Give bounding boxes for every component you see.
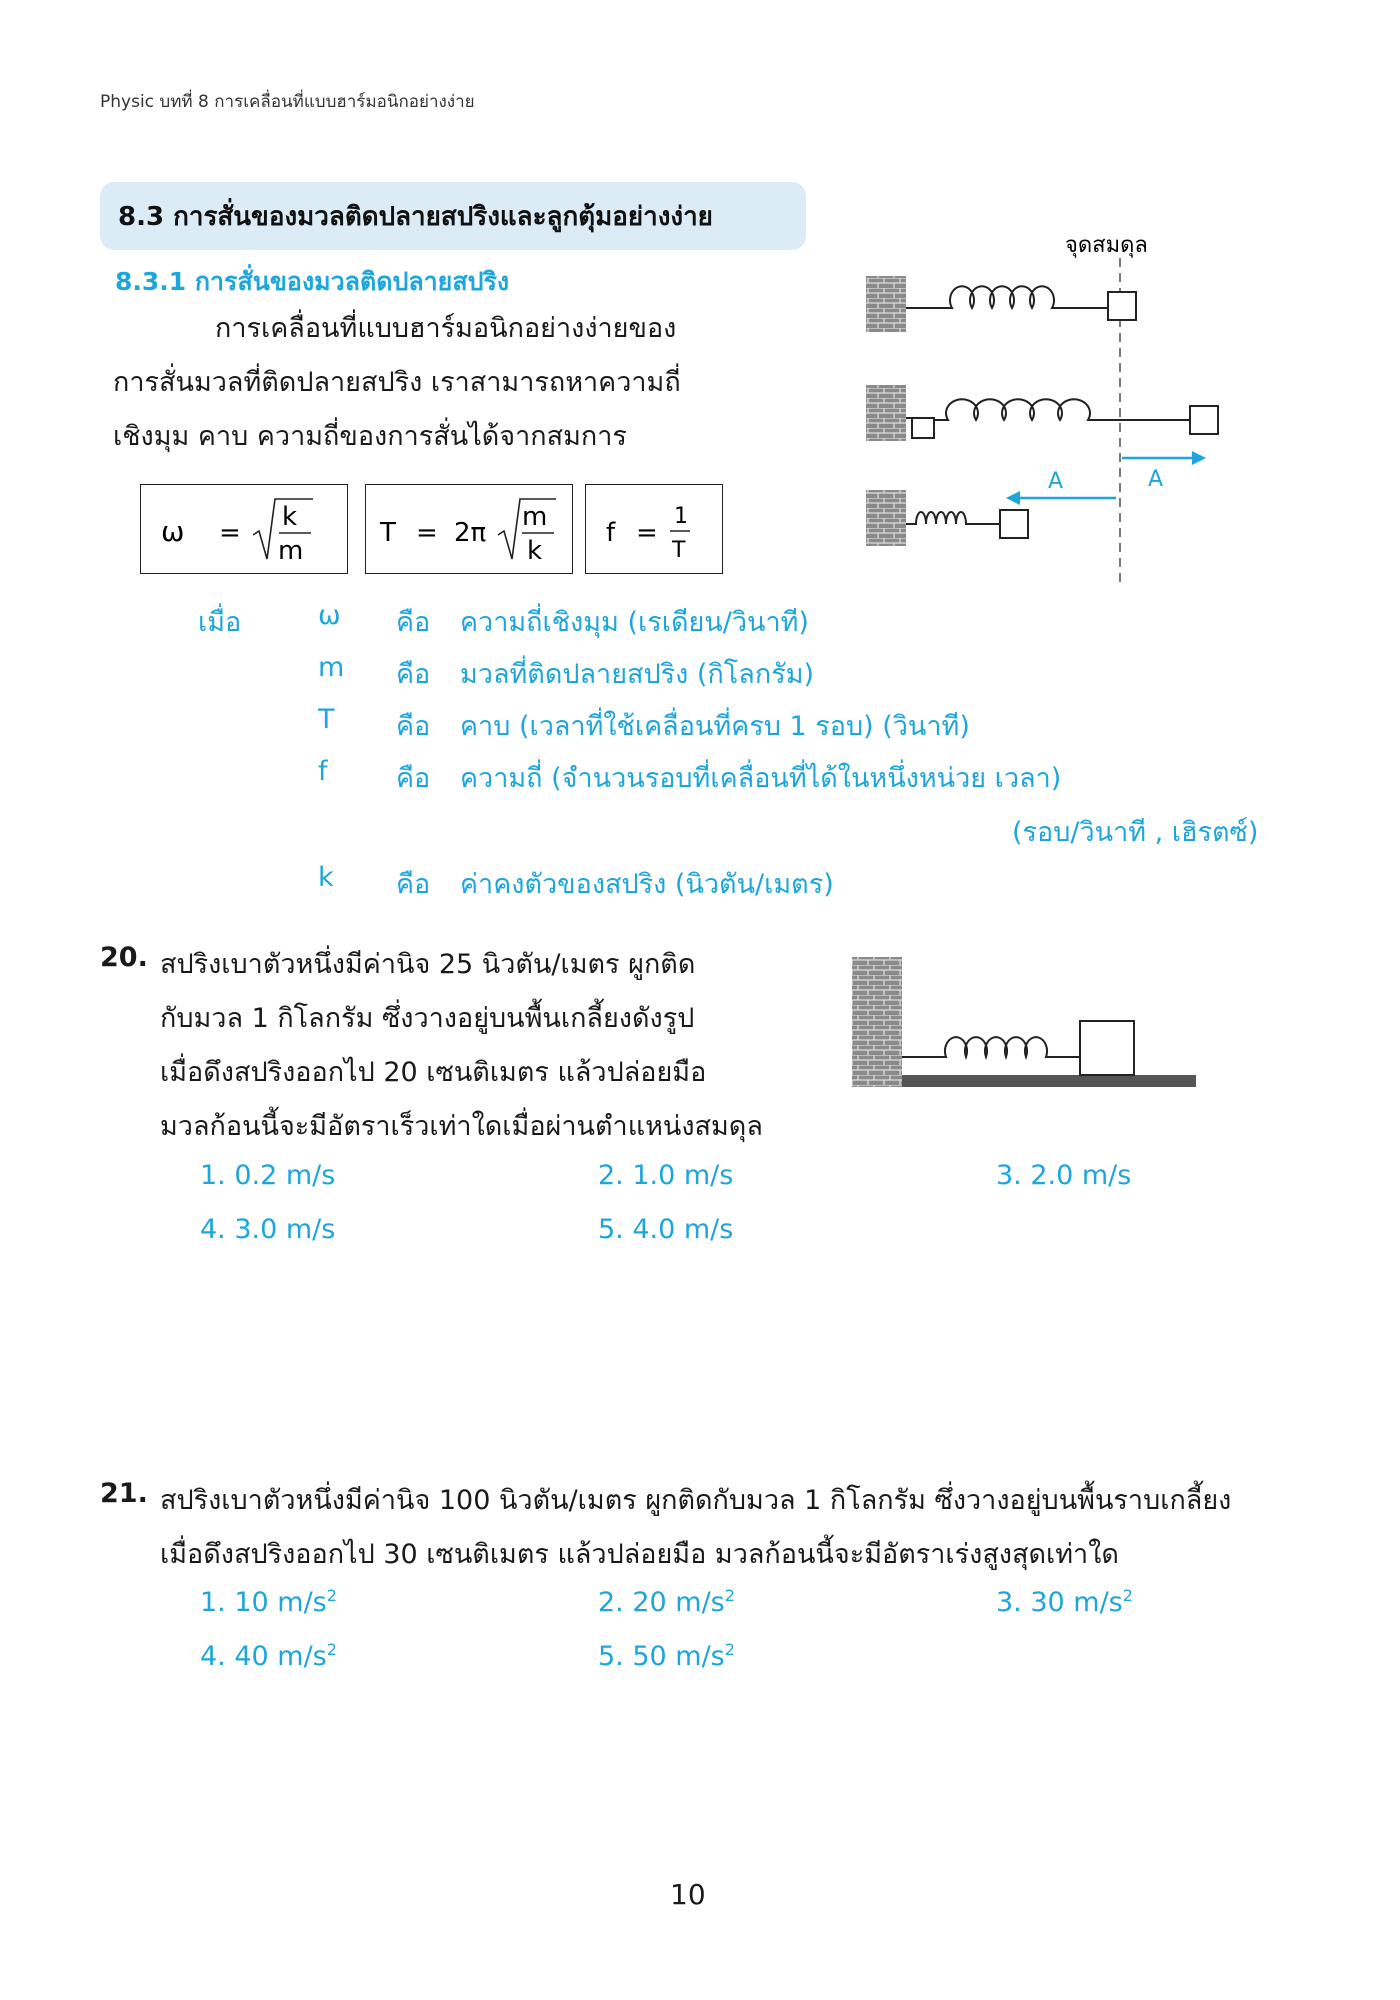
frequency-numerator: 1 <box>674 504 688 529</box>
q20-mass <box>1080 1021 1134 1075</box>
def-symbol-T: T <box>318 704 335 735</box>
def-f-units: (รอบ/วินาที , เฮิรตซ์) <box>1012 817 1259 848</box>
section-title: 8.3 การสั่นของมวลติดปลายสปริงและลูกตุ้มอย่างง่าย <box>100 182 806 250</box>
q21-line-2: เมื่อดึงสปริงออกไป 30 เซนติเมตร แล้วปล่อยมือ มวลก้อนนี้จะมีอัตราเร่งสูงสุดเท่าใด <box>160 1539 1119 1570</box>
mass-1 <box>1108 292 1136 320</box>
def-is-2: คือ <box>396 659 431 690</box>
frequency-denominator: T <box>672 538 686 563</box>
omega-numerator: k <box>282 502 298 532</box>
q20-line-4: มวลก้อนนี้จะมีอัตราเร็วเท่าใดเมื่อผ่านตำแหน่งสมดุล <box>160 1111 763 1142</box>
page-header: Physic บทที่ 8 การเคลื่อนที่แบบฮาร์มอนิกอย่างง่าย <box>100 92 475 112</box>
omega-formula-box <box>140 484 348 574</box>
def-symbol-k: k <box>318 862 334 893</box>
equilibrium-label: จุดสมดุล <box>1065 233 1148 258</box>
q20-figure <box>850 955 1200 1095</box>
wall-2 <box>866 385 906 441</box>
when-label: เมื่อ <box>198 607 242 638</box>
period-denominator: k <box>527 536 543 566</box>
amplitude-left-label: A <box>1048 469 1064 494</box>
def-symbol-omega: ω <box>318 600 341 631</box>
period-numerator: m <box>522 502 548 532</box>
omega-denominator: m <box>278 536 304 566</box>
spring-mass-figure <box>860 228 1240 588</box>
q21-number: 21. <box>100 1478 148 1509</box>
q21-option-1[interactable]: 1. 10 $m/s^2$ <box>200 1586 337 1618</box>
equals-sign: = <box>219 518 241 548</box>
q20-option-5[interactable]: 5. 4.0 m/s <box>598 1214 734 1245</box>
def-symbol-m: m <box>318 652 345 683</box>
def-desc-f: ความถี่ (จำนวนรอบที่เคลื่อนที่ได้ในหนึ่งหน่วย เวลา) <box>460 763 1062 794</box>
def-is-1: คือ <box>396 607 431 638</box>
wall-3 <box>866 490 906 546</box>
intro-line-1: การเคลื่อนที่แบบฮาร์มอนิกอย่างง่ายของ <box>215 313 677 344</box>
q20-number: 20. <box>100 942 148 973</box>
mass-2 <box>1190 406 1218 434</box>
mass-3 <box>1000 510 1028 538</box>
q20-option-2[interactable]: 2. 1.0 m/s <box>598 1160 734 1191</box>
intro-line-2: การสั่นมวลที่ติดปลายสปริง เราสามารถหาความถี่ <box>113 367 681 398</box>
frequency-symbol: f <box>606 518 616 548</box>
q21-option-4[interactable]: 4. 40 $m/s^2$ <box>200 1640 337 1672</box>
q20-floor <box>902 1075 1196 1087</box>
q20-option-3[interactable]: 3. 2.0 m/s <box>996 1160 1132 1191</box>
two-pi: 2π <box>454 518 487 548</box>
amplitude-right-label: A <box>1148 467 1164 492</box>
def-symbol-f: f <box>318 756 328 787</box>
period-symbol: T <box>380 518 396 548</box>
q21-option-3[interactable]: 3. 30 $m/s^2$ <box>996 1586 1133 1618</box>
q21-line-1: สปริงเบาตัวหนึ่งมีค่านิจ 100 นิวตัน/เมตร ผูกติดกับมวล 1 กิโลกรัม ซึ่งวางอยู่บนพื้นราบเกลี้ยง <box>160 1485 1232 1516</box>
q21-option-5[interactable]: 5. 50 $m/s^2$ <box>598 1640 735 1672</box>
q21-option-2[interactable]: 2. 20 $m/s^2$ <box>598 1586 735 1618</box>
subsection-title: 8.3.1 การสั่นของมวลติดปลายสปริง <box>115 267 510 296</box>
q20-line-1: สปริงเบาตัวหนึ่งมีค่านิจ 25 นิวตัน/เมตร ผูกติด <box>160 949 696 980</box>
spring-1 <box>906 286 1108 308</box>
def-is-3: คือ <box>396 711 431 742</box>
omega-symbol: ω <box>161 515 185 548</box>
q20-line-3: เมื่อดึงสปริงออกไป 20 เซนติเมตร แล้วปล่อยมือ <box>160 1057 707 1088</box>
def-is-5: คือ <box>396 869 431 900</box>
def-is-4: คือ <box>396 763 431 794</box>
spring-2 <box>906 399 1190 420</box>
mass-2-ghost <box>912 418 934 438</box>
frequency-formula-box <box>585 484 723 574</box>
equals-sign: = <box>636 518 658 548</box>
q20-spring <box>902 1037 1080 1057</box>
period-formula-box <box>365 484 573 574</box>
def-desc-omega: ความถี่เชิงมุม (เรเดียน/วินาที) <box>460 607 809 638</box>
intro-line-3: เชิงมุม คาบ ความถี่ของการสั่นได้จากสมการ <box>113 421 627 452</box>
q20-wall <box>852 957 902 1087</box>
def-desc-k: ค่าคงตัวของสปริง (นิวตัน/เมตร) <box>460 869 834 900</box>
def-desc-m: มวลที่ติดปลายสปริง (กิโลกรัม) <box>460 659 815 690</box>
spring-3 <box>906 512 1000 524</box>
wall-1 <box>866 276 906 332</box>
q20-option-4[interactable]: 4. 3.0 m/s <box>200 1214 336 1245</box>
page-number: 10 <box>670 1878 706 1911</box>
q20-option-1[interactable]: 1. 0.2 m/s <box>200 1160 336 1191</box>
q20-line-2: กับมวล 1 กิโลกรัม ซึ่งวางอยู่บนพื้นเกลี้ยงดังรูป <box>160 1003 695 1034</box>
equals-sign: = <box>416 518 438 548</box>
def-desc-T: คาบ (เวลาที่ใช้เคลื่อนที่ครบ 1 รอบ) (วินาที) <box>460 711 970 742</box>
